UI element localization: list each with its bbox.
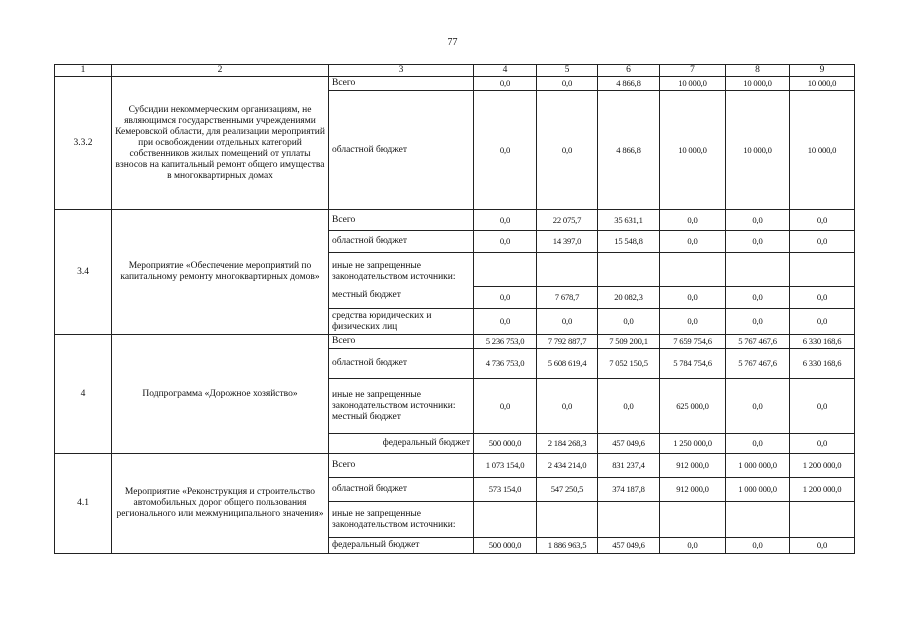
value-cell: 1 200 000,0 — [790, 478, 855, 502]
value-cell — [790, 502, 855, 538]
value-cell: 1 000 000,0 — [726, 478, 790, 502]
header-cell: 9 — [790, 65, 855, 77]
table-row — [55, 210, 855, 231]
table-row — [55, 335, 855, 349]
source-label: федеральный бюджет — [329, 434, 474, 454]
value-cell: 573 154,0 — [474, 478, 537, 502]
header-cell: 8 — [726, 65, 790, 77]
value-cell: 0,0 — [726, 379, 790, 434]
value-cell: 0,0 — [660, 287, 726, 309]
value-cell: 0,0 — [790, 309, 855, 335]
value-cell: 0,0 — [790, 434, 855, 454]
value-cell: 1 250 000,0 — [660, 434, 726, 454]
source-label: иные не запрещенные законодательством источники: — [329, 502, 474, 538]
value-cell: 547 250,5 — [537, 478, 598, 502]
value-cell — [660, 502, 726, 538]
value-cell: 10 000,0 — [660, 91, 726, 210]
value-cell: 0,0 — [598, 309, 660, 335]
value-cell: 0,0 — [790, 231, 855, 253]
value-cell: 0,0 — [474, 287, 537, 309]
source-label: иные не запрещенные законодательством источники: — [332, 260, 456, 282]
value-cell: 500 000,0 — [474, 434, 537, 454]
value-cell: 0,0 — [660, 309, 726, 335]
value-cell: 5 784 754,6 — [660, 349, 726, 379]
value-cell: 912 000,0 — [660, 454, 726, 478]
value-cell: 0,0 — [790, 210, 855, 231]
value-cell: 0,0 — [537, 379, 598, 434]
row-code: 4.1 — [55, 454, 112, 554]
source-label: Всего — [329, 77, 474, 91]
value-cell: 10 000,0 — [790, 77, 855, 91]
value-cell: 0,0 — [790, 379, 855, 434]
value-cell: 1 000 000,0 — [726, 454, 790, 478]
value-cell: 22 075,7 — [537, 210, 598, 231]
source-label: местный бюджет — [332, 289, 401, 300]
source-label: областной бюджет — [329, 478, 474, 502]
value-cell: 0,0 — [660, 210, 726, 231]
budget-table — [54, 64, 855, 554]
value-cell: 2 184 268,3 — [537, 434, 598, 454]
value-cell — [726, 253, 790, 287]
value-cell: 10 000,0 — [790, 91, 855, 210]
header-cell: 4 — [474, 65, 537, 77]
value-cell: 7 509 200,1 — [598, 335, 660, 349]
value-cell: 831 237,4 — [598, 454, 660, 478]
value-cell: 0,0 — [726, 309, 790, 335]
header-cell: 7 — [660, 65, 726, 77]
value-cell: 1 886 963,5 — [537, 538, 598, 554]
value-cell: 374 187,8 — [598, 478, 660, 502]
value-cell: 2 434 214,0 — [537, 454, 598, 478]
value-cell: 5 236 753,0 — [474, 335, 537, 349]
row-name: Мероприятие «Обеспечение мероприятий по капитальному ремонту многоквартирных домов» — [112, 210, 329, 335]
source-label: областной бюджет — [329, 349, 474, 379]
value-cell — [598, 253, 660, 287]
value-cell: 20 082,3 — [598, 287, 660, 309]
value-cell: 1 200 000,0 — [790, 454, 855, 478]
row-name: Мероприятие «Реконструкция и строительство автомобильных дорог общего пользования регионального или межмуниципального значения» — [112, 454, 329, 554]
value-cell: 7 052 150,5 — [598, 349, 660, 379]
value-cell: 0,0 — [726, 434, 790, 454]
value-cell: 0,0 — [726, 210, 790, 231]
value-cell: 0,0 — [474, 77, 537, 91]
header-cell: 1 — [55, 65, 112, 77]
value-cell: 4 866,8 — [598, 77, 660, 91]
source-label: местный бюджет — [332, 411, 401, 422]
value-cell — [474, 502, 537, 538]
value-cell: 0,0 — [660, 538, 726, 554]
source-label: областной бюджет — [329, 91, 474, 210]
header-cell: 5 — [537, 65, 598, 77]
value-cell — [726, 502, 790, 538]
source-label-group — [329, 379, 474, 434]
source-label: средства юридических и физических лиц — [329, 309, 474, 335]
value-cell: 0,0 — [474, 210, 537, 231]
value-cell: 0,0 — [790, 538, 855, 554]
value-cell: 625 000,0 — [660, 379, 726, 434]
value-cell: 500 000,0 — [474, 538, 537, 554]
value-cell — [537, 253, 598, 287]
value-cell — [474, 253, 537, 287]
value-cell: 0,0 — [474, 231, 537, 253]
source-label: федеральный бюджет — [329, 538, 474, 554]
value-cell: 10 000,0 — [660, 77, 726, 91]
value-cell: 0,0 — [726, 538, 790, 554]
value-cell: 457 049,6 — [598, 434, 660, 454]
value-cell: 0,0 — [726, 287, 790, 309]
value-cell: 0,0 — [790, 287, 855, 309]
value-cell: 0,0 — [598, 379, 660, 434]
value-cell: 0,0 — [474, 91, 537, 210]
value-cell — [598, 502, 660, 538]
table-row — [55, 77, 855, 91]
row-name: Подпрограмма «Дорожное хозяйство» — [112, 335, 329, 454]
header-cell: 6 — [598, 65, 660, 77]
value-cell: 457 049,6 — [598, 538, 660, 554]
value-cell: 6 330 168,6 — [790, 349, 855, 379]
value-cell: 15 548,8 — [598, 231, 660, 253]
row-code: 3.3.2 — [55, 77, 112, 210]
table-row — [55, 454, 855, 478]
source-label: областной бюджет — [329, 231, 474, 253]
value-cell: 5 767 467,6 — [726, 335, 790, 349]
source-label: Всего — [329, 335, 474, 349]
row-code: 3.4 — [55, 210, 112, 335]
value-cell: 10 000,0 — [726, 77, 790, 91]
value-cell: 35 631,1 — [598, 210, 660, 231]
row-code: 4 — [55, 335, 112, 454]
value-cell: 7 792 887,7 — [537, 335, 598, 349]
value-cell: 4 736 753,0 — [474, 349, 537, 379]
value-cell — [790, 253, 855, 287]
row-name: Субсидии некоммерческим организациям, не являющимся государственными учреждениями Кемеровской области, для реализации мероприятий при освобождении отдельных категорий собственников жилых помещений от уплаты взносов на капитальный ремонт общего имущества в многоквартирных домах — [112, 77, 329, 210]
value-cell: 5 608 619,4 — [537, 349, 598, 379]
value-cell: 6 330 168,6 — [790, 335, 855, 349]
value-cell: 4 866,8 — [598, 91, 660, 210]
value-cell — [537, 502, 598, 538]
source-label: Всего — [329, 210, 474, 231]
value-cell: 1 073 154,0 — [474, 454, 537, 478]
value-cell: 10 000,0 — [726, 91, 790, 210]
page-number: 77 — [447, 37, 458, 48]
value-cell: 7 659 754,6 — [660, 335, 726, 349]
value-cell: 0,0 — [726, 231, 790, 253]
header-row — [55, 65, 855, 77]
value-cell: 5 767 467,6 — [726, 349, 790, 379]
value-cell: 0,0 — [660, 231, 726, 253]
source-label: иные не запрещенные законодательством источники: — [332, 389, 456, 411]
value-cell: 0,0 — [537, 309, 598, 335]
header-cell: 2 — [112, 65, 329, 77]
value-cell: 7 678,7 — [537, 287, 598, 309]
source-label-group — [329, 253, 474, 309]
value-cell — [660, 253, 726, 287]
value-cell: 912 000,0 — [660, 478, 726, 502]
value-cell: 0,0 — [537, 77, 598, 91]
value-cell: 0,0 — [474, 379, 537, 434]
header-cell: 3 — [329, 65, 474, 77]
value-cell: 0,0 — [474, 309, 537, 335]
value-cell: 0,0 — [537, 91, 598, 210]
source-label: Всего — [329, 454, 474, 478]
value-cell: 14 397,0 — [537, 231, 598, 253]
